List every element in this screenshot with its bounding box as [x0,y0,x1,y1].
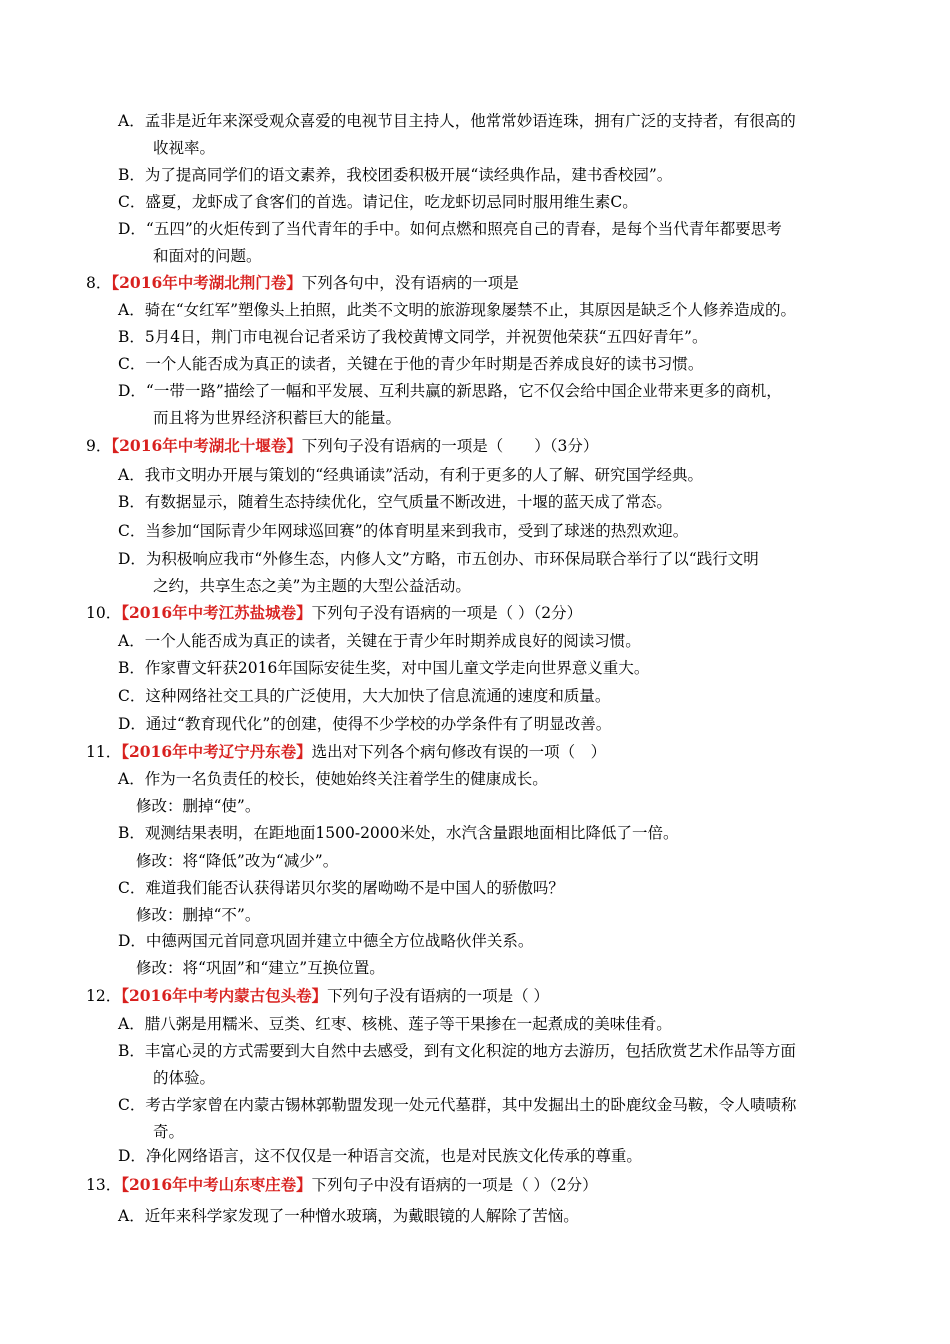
q11-option-a: A．作为一名负责任的校长，使她始终关注着学生的健康成长。 [118,770,548,788]
q9-option-a: A．我市文明办开展与策划的“经典诵读”活动，有利于更多的人了解、研究国学经典。 [118,466,704,484]
q7-option-a: A．孟非是近年来深受观众喜爱的电视节目主持人，他常常妙语连珠，拥有广泛的支持者，有很高的 [118,112,796,130]
q7-option-d: D．“五四”的火炬传到了当代青年的手中。如何点燃和照亮自己的青春，是每个当代青年都要思考 [118,220,782,238]
source-tag: 【2016年中考内蒙古包头卷】 [121,986,328,1005]
question-12-heading [86,985,549,1007]
q9-option-c: C．当参加“国际青少年网球巡回赛”的体育明星来到我市，受到了球迷的热烈欢迎。 [118,522,689,540]
question-stem: 下列句子没有语病的一项是（ ）（3分） [301,437,599,455]
q13-option-a: A．近年来科学家发现了一种憎水玻璃，为戴眼镜的人解除了苦恼。 [118,1207,579,1225]
q10-option-a: A．一个人能否成为真正的读者，关键在于青少年时期养成良好的阅读习惯。 [118,632,641,650]
question-number: 12． [86,987,122,1005]
q8-option-b: B．5月4日，荆门市电视台记者采访了我校黄博文同学，并祝贺他荣获“五四好青年”。 [118,328,708,346]
q12-option-c-cont: 奇。 [153,1123,185,1141]
q11-option-d: D．中德两国元首同意巩固并建立中德全方位战略伙伴关系。 [118,932,534,950]
q11-option-c-fix: 修改：删掉“不”。 [136,906,261,924]
q7-option-a-cont: 收视率。 [153,139,216,157]
question-number: 8． [86,274,112,292]
source-tag: 【2016年中考江苏盐城卷】 [121,603,312,622]
source-tag: 【2016年中考山东枣庄卷】 [121,1175,312,1194]
q8-option-c: C．一个人能否成为真正的读者，关键在于他的青少年时期是否养成良好的读书习惯。 [118,355,704,373]
q11-option-c: C．难道我们能否认获得诺贝尔奖的屠呦呦不是中国人的骄傲吗？ [118,879,564,897]
q12-option-a: A．腊八粥是用糯米、豆类、红枣、核桃、莲子等干果掺在一起煮成的美味佳肴。 [118,1015,672,1033]
q12-option-b-cont: 的体验。 [153,1069,216,1087]
source-tag: 【2016年中考辽宁丹东卷】 [121,742,312,761]
q10-option-c: C．这种网络社交工具的广泛使用，大大加快了信息流通的速度和质量。 [118,687,611,705]
question-number: 11． [86,743,122,761]
q12-option-c: C．考古学家曾在内蒙古锡林郭勒盟发现一处元代墓群，其中发掘出土的卧鹿纹金马鞍，令人啧啧称 [118,1096,797,1114]
q9-option-d: D．为积极响应我市“外修生态，内修人文”方略，市五创办、市环保局联合举行了以“践行文明 [118,550,759,568]
q8-option-d-cont: 而且将为世界经济积蓄巨大的能量。 [153,409,402,427]
question-number: 13． [86,1176,122,1194]
q11-option-d-fix: 修改：将“巩固”和“建立”互换位置。 [136,959,385,977]
question-number: 10． [86,604,122,622]
question-number: 9． [86,437,112,455]
q7-option-d-cont: 和面对的问题。 [153,247,262,265]
question-stem: 选出对下列各个病句修改有误的一项（ ） [311,743,607,761]
q9-option-d-cont: 之约，共享生态之美”为主题的大型公益活动。 [153,577,471,595]
question-stem: 下列各句中，没有语病的一项是 [301,274,519,292]
q7-option-b: B．为了提高同学们的语文素养，我校团委积极开展“读经典作品，建书香校园”。 [118,166,673,184]
question-13-heading [86,1174,598,1196]
q9-option-b: B．有数据显示，随着生态持续优化，空气质量不断改进，十堰的蓝天成了常态。 [118,493,672,511]
q11-option-a-fix: 修改：删掉“使”。 [136,797,261,815]
question-9-heading [86,435,598,457]
q11-option-b-fix: 修改：将“降低”改为“减少”。 [136,852,339,870]
question-11-heading [86,741,606,763]
question-stem: 下列句子中没有语病的一项是（ ）（2分） [311,1176,598,1194]
question-stem: 下列句子没有语病的一项是（ ）（2分） [311,604,583,622]
q8-option-d: D．“一带一路”描绘了一幅和平发展、互利共赢的新思路，它不仅会给中国企业带来更多的商机， [118,382,782,400]
q7-option-c: C．盛夏，龙虾成了食客们的首选。请记住，吃龙虾切忌同时服用维生素C。 [118,193,638,211]
q12-option-b: B．丰富心灵的方式需要到大自然中去感受，到有文化积淀的地方去游历，包括欣赏艺术作品等方面 [118,1042,796,1060]
question-8-heading [86,272,519,294]
q8-option-a: A．骑在“女红军”塑像头上拍照，此类不文明的旅游现象屡禁不止，其原因是缺乏个人修养造成的。 [118,301,797,319]
q11-option-b: B．观测结果表明，在距地面1500-2000米处，水汽含量跟地面相比降低了一倍。 [118,824,679,842]
question-stem: 下列句子没有语病的一项是（ ） [327,987,550,1005]
question-10-heading [86,602,582,624]
source-tag: 【2016年中考湖北十堰卷】 [111,436,302,455]
q10-option-b: B．作家曹文轩获2016年国际安徒生奖，对中国儿童文学走向世界意义重大。 [118,659,650,677]
source-tag: 【2016年中考湖北荆门卷】 [111,273,302,292]
q10-option-d: D．通过“教育现代化”的创建，使得不少学校的办学条件有了明显改善。 [118,715,612,733]
q12-option-d: D．净化网络语言，这不仅仅是一种语言交流，也是对民族文化传承的尊重。 [118,1147,642,1165]
